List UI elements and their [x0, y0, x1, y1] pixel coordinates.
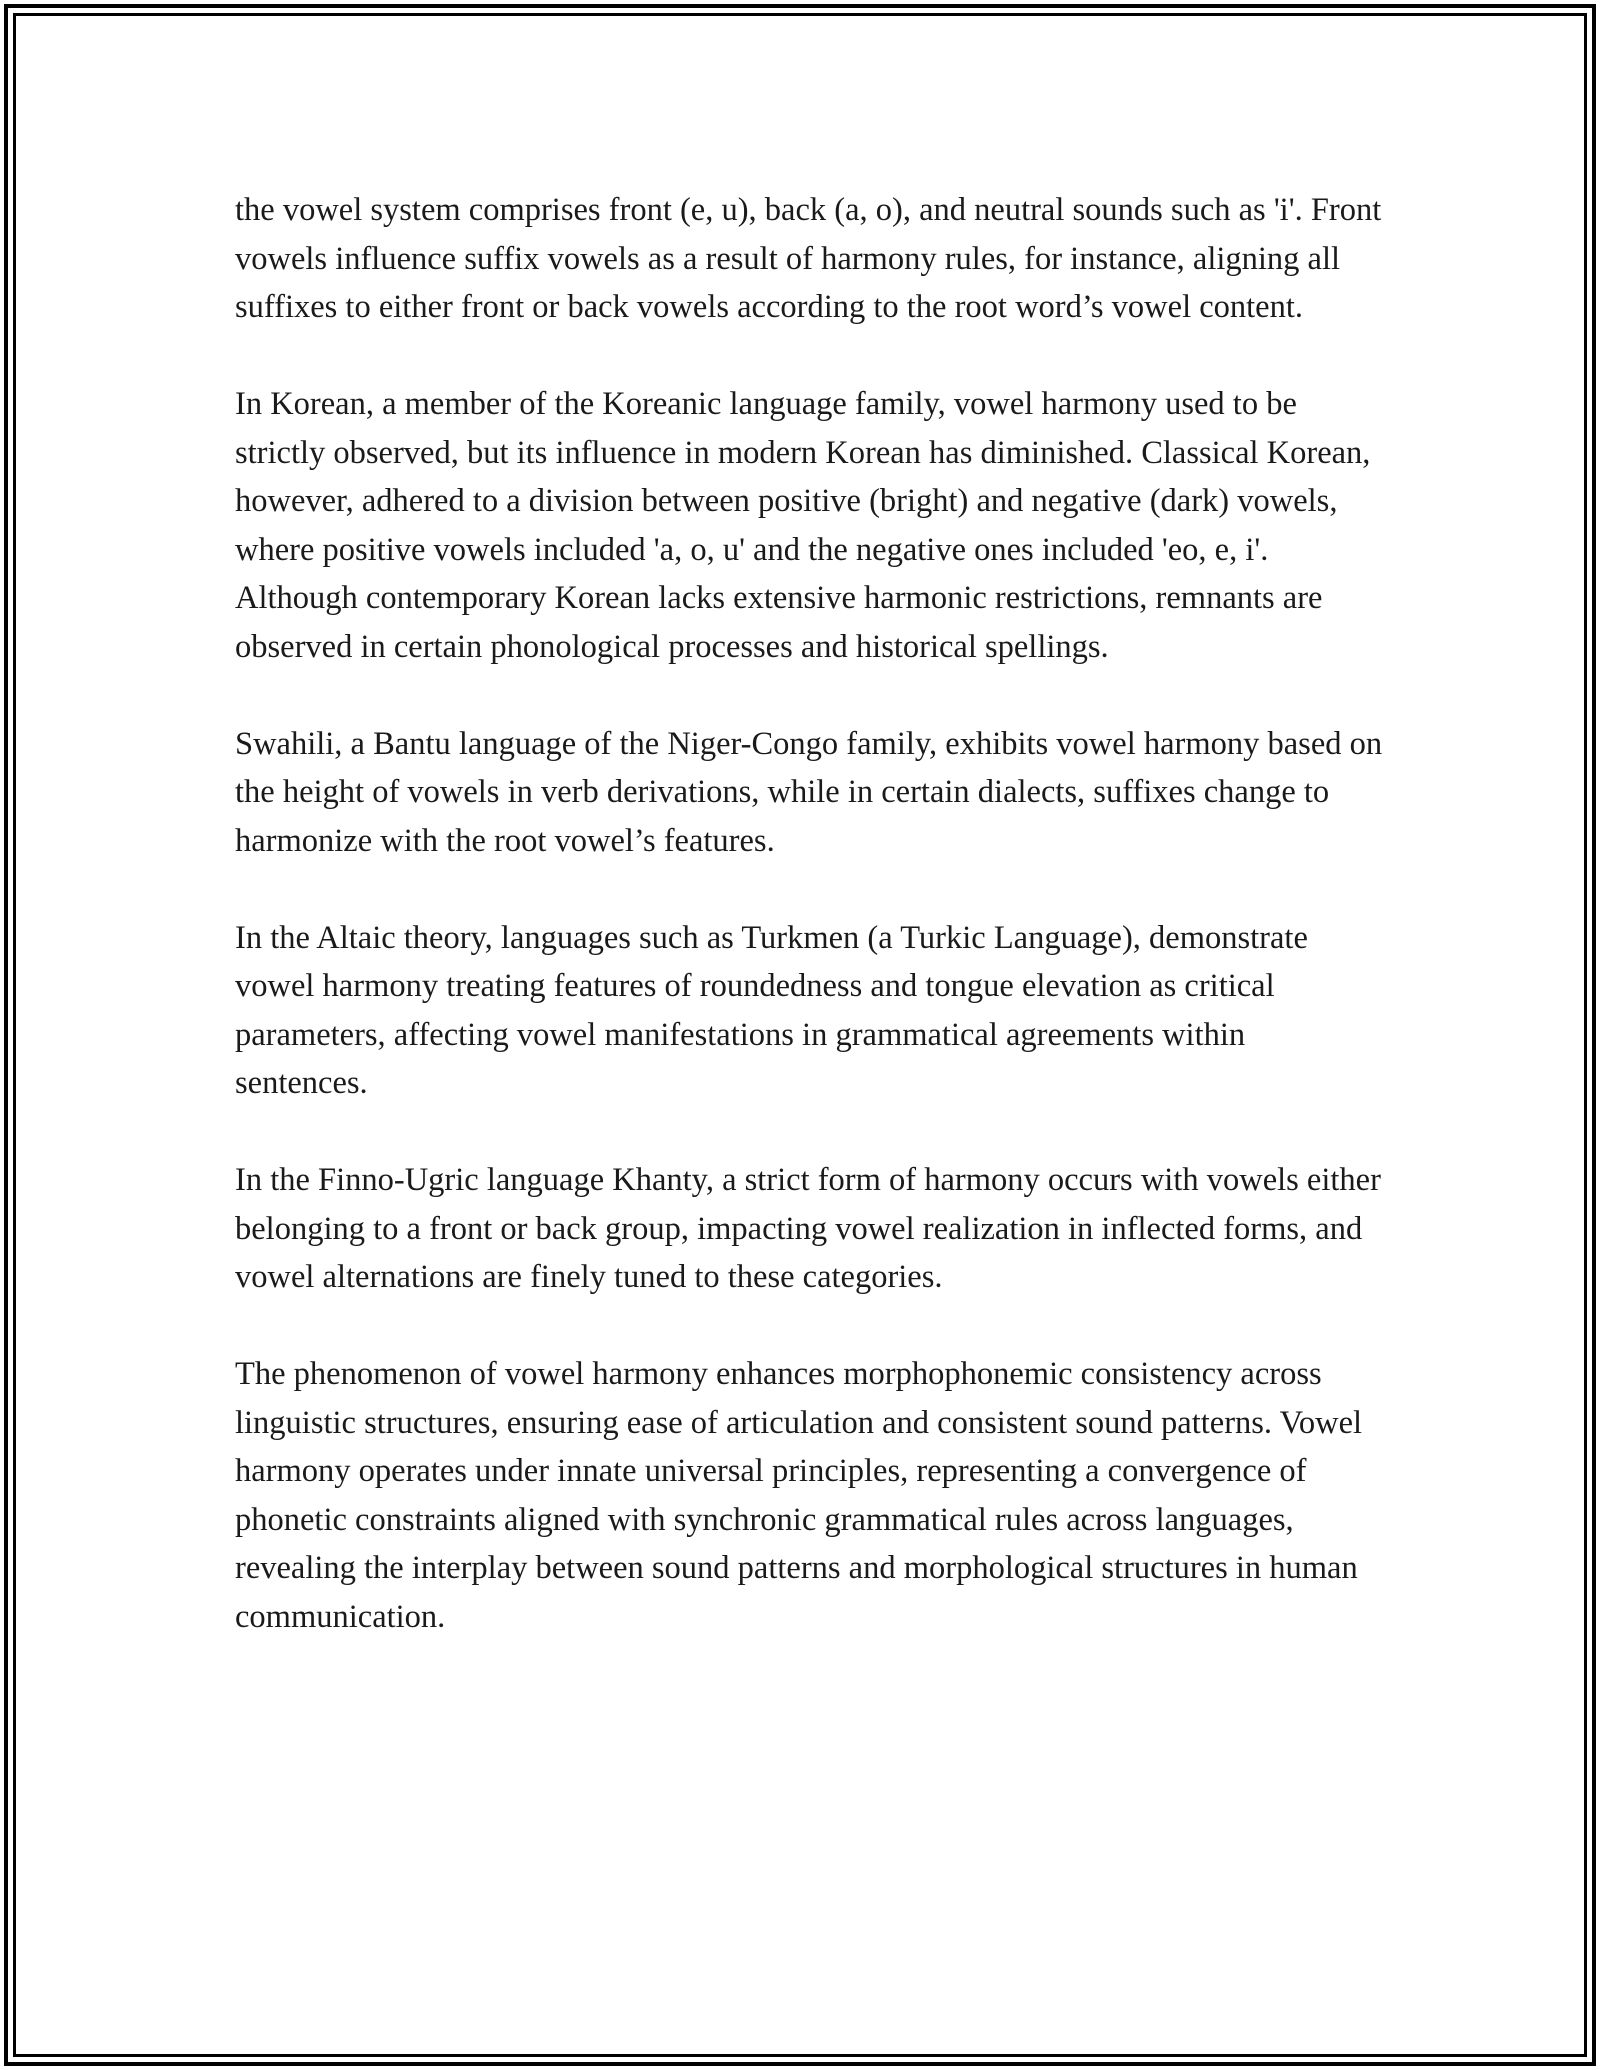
paragraph-vowel-system: the vowel system comprises front (e, u), back (a, o), and neutral sounds such as 'i'. Front vowels influence suffix vowels as a result of harmony rules, for instance, aligning all suffixes to either front or back vowels according to the root word’s vowel content.: [235, 192, 1382, 325]
paragraph-swahili: Swahili, a Bantu language of the Niger-Congo family, exhibits vowel harmony based on the height of vowels in verb derivations, while in certain dialects, suffixes change to harmonize with the root vowel’s features.: [235, 725, 1383, 859]
document-body: [235, 186, 1385, 1690]
paragraph-korean: In Korean, a member of the Koreanic language family, vowel harmony used to be strictly observed, but its influence in modern Korean has diminished. Classical Korean, however, adhered to a division between positive (bright) and negative (dark) vowels, where positive vowels included 'a, o, u' and the negative ones included 'eo, e, i'. Although contemporary Korean lacks extensive harmonic restrictions, remnants are observed in certain phonological processes and historical spellings.: [235, 386, 1371, 665]
paragraph-conclusion: The phenomenon of vowel harmony enhances morphophonemic consistency across linguistic structures, ensuring ease of articulation and consistent sound patterns. Vowel harmony operates under innate universal principles, representing a convergence of phonetic constraints aligned with synchronic grammatical rules across languages, revealing the interplay between sound patterns and morphological structures in human communication.: [235, 1356, 1363, 1635]
paragraph-altaic: In the Altaic theory, languages such as Turkmen (a Turkic Language), demonstrate vowel harmony treating features of roundedness and tongue elevation as critical parameters, affecting vowel manifestations in grammatical agreements within sentences.: [235, 919, 1308, 1101]
paragraph-khanty: In the Finno-Ugric language Khanty, a strict form of harmony occurs with vowels either belonging to a front or back group, impacting vowel realization in inflected forms, and vowel alternations are finely tuned to these categories.: [235, 1162, 1381, 1295]
